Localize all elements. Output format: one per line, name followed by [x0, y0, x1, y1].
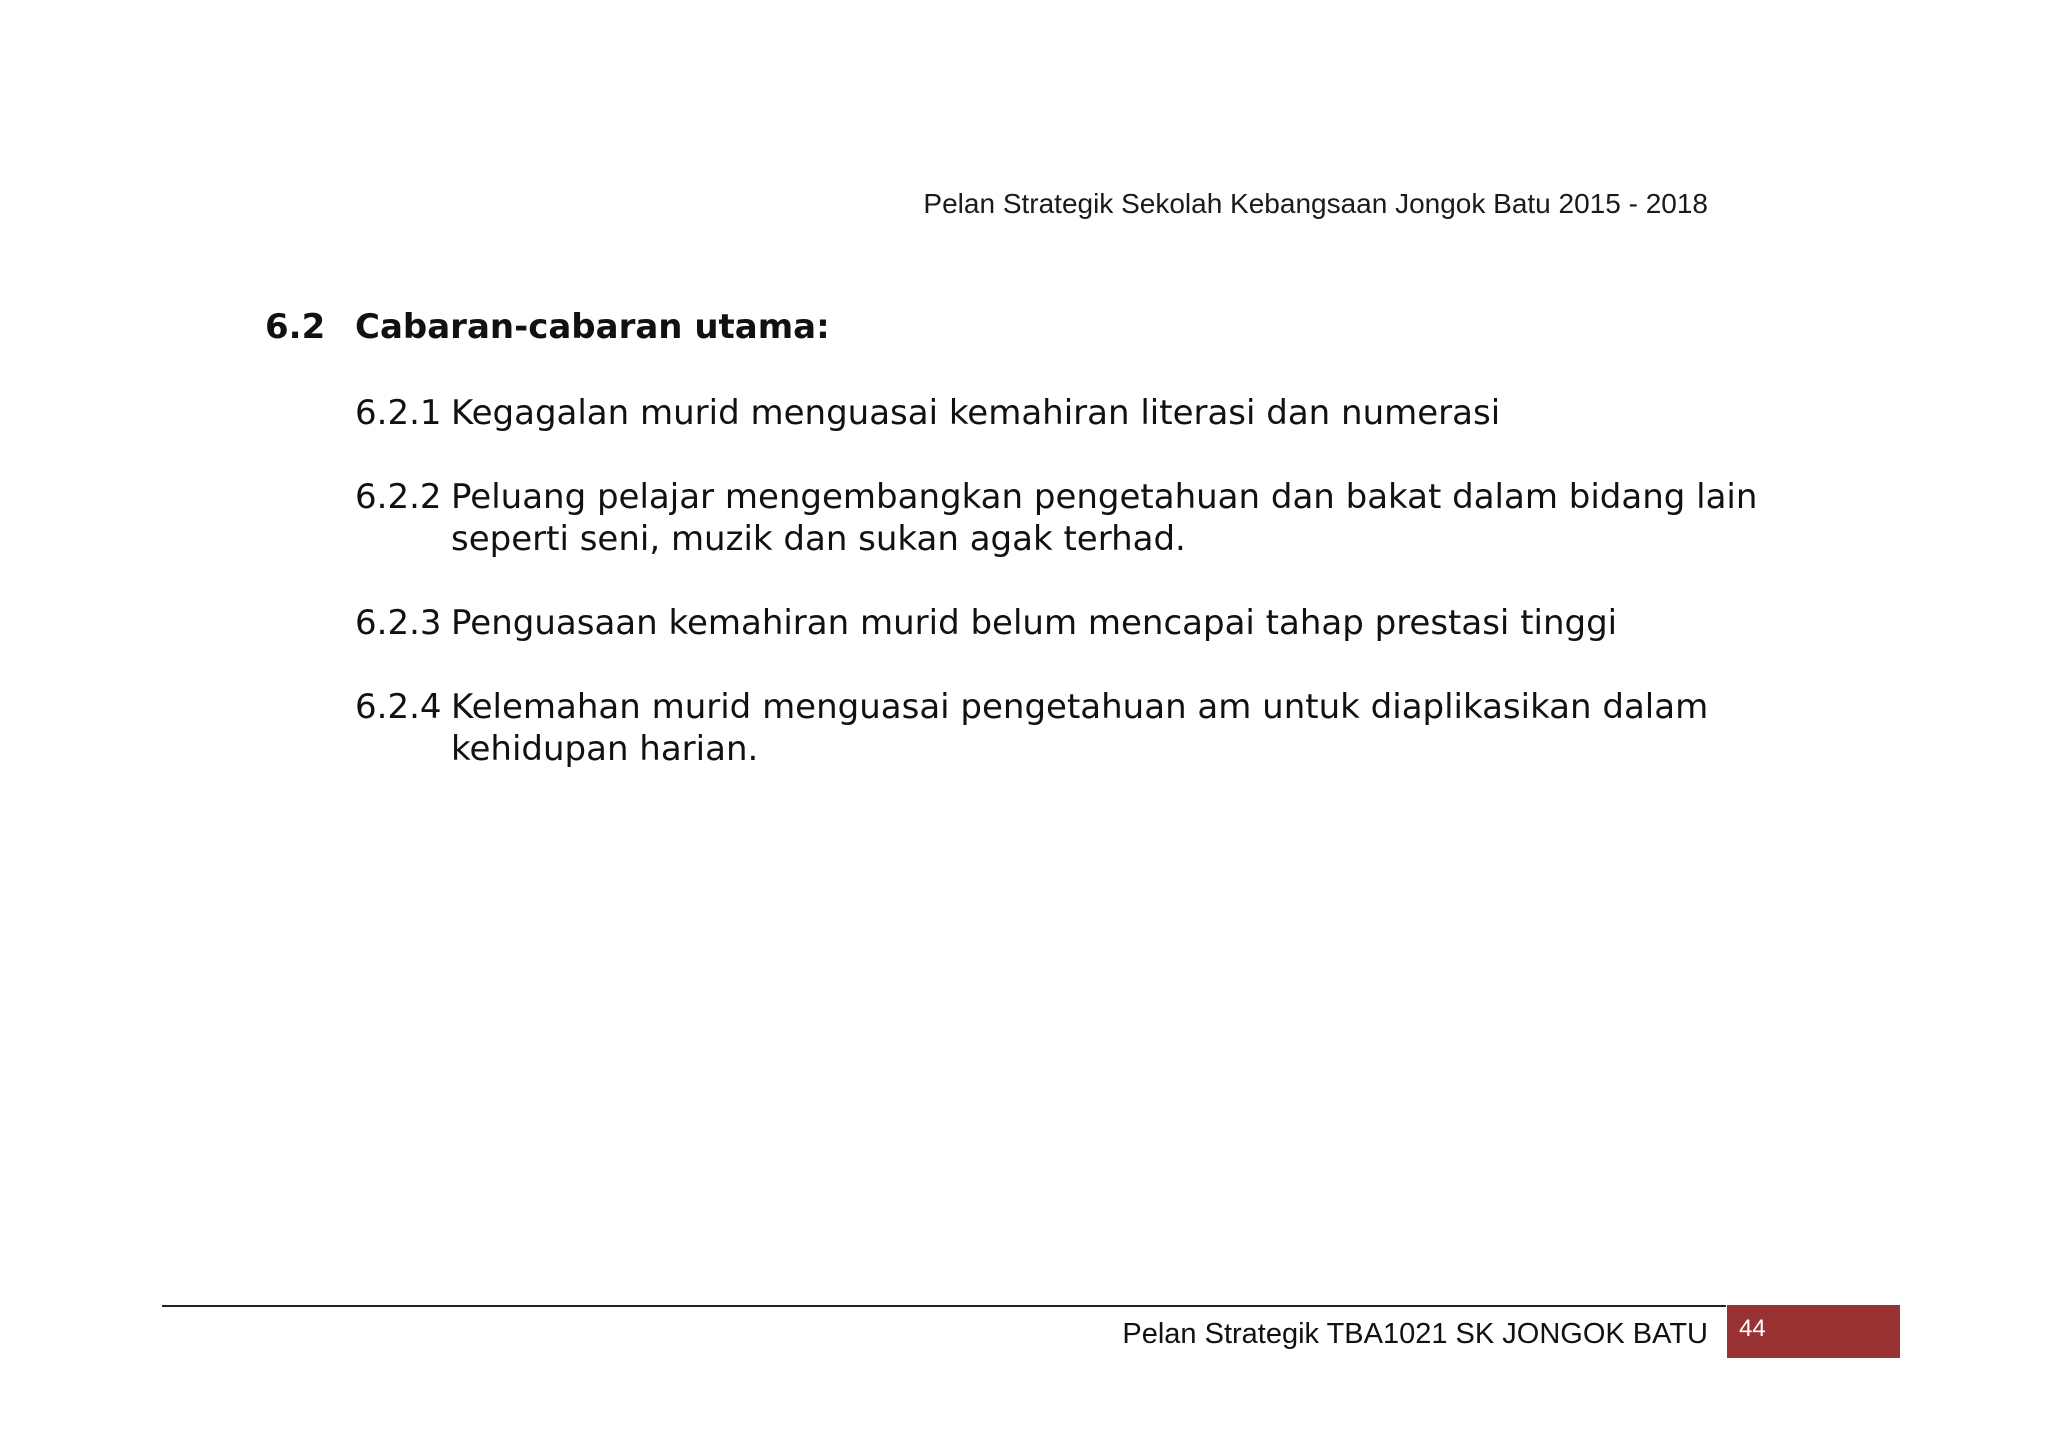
footer-label: Pelan Strategik TBA1021 SK JONGOK BATU [1122, 1318, 1708, 1350]
list-item-number: 6.2.3 [355, 603, 442, 643]
list-item-number: 6.2.4 [355, 687, 442, 727]
running-header: Pelan Strategik Sekolah Kebangsaan Jongok Batu 2015 - 2018 [923, 188, 1708, 219]
section-number: 6.2 [265, 307, 326, 347]
list-item-number: 6.2.1 [355, 393, 442, 433]
list-item-text: Peluang pelajar mengembangkan pengetahuan dan bakat dalam bidang lain seperti seni, muzik dan sukan agak terhad. [451, 477, 1758, 559]
list-item-text: Penguasaan kemahiran murid belum mencapai tahap prestasi tinggi [451, 603, 1618, 643]
list-item [355, 686, 1815, 770]
list-item-number: 6.2.2 [355, 477, 442, 517]
list-item-text: Kegagalan murid menguasai kemahiran literasi dan numerasi [451, 393, 1501, 433]
page-number: 44 [1739, 1315, 1766, 1342]
list-item-text: Kelemahan murid menguasai pengetahuan am untuk diaplikasikan dalam kehidupan harian. [451, 687, 1709, 769]
challenge-list [355, 392, 1815, 812]
section-heading [265, 307, 830, 347]
list-item [355, 392, 1815, 434]
page-number-badge [1727, 1305, 1900, 1358]
list-item [355, 476, 1815, 560]
section-title: Cabaran-cabaran utama: [355, 307, 830, 347]
list-item [355, 602, 1815, 644]
footer-divider [162, 1305, 1726, 1307]
